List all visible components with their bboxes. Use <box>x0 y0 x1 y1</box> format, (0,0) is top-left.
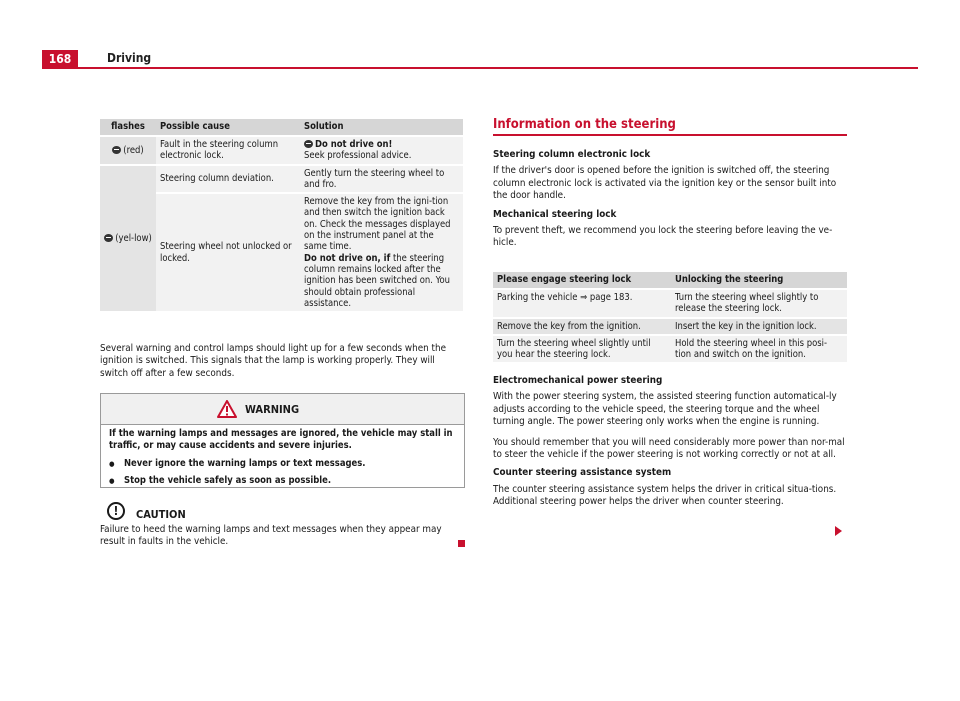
section-title: Driving <box>107 51 152 65</box>
continue-arrow-icon <box>835 526 842 536</box>
table-cell: Parking the vehicle ⇒ page 183. <box>493 290 671 317</box>
steering-lamp-icon <box>304 140 313 148</box>
header-rule <box>42 67 918 69</box>
subheading: Electromechanical power steering <box>493 375 663 386</box>
col-header-flashes: flashes <box>100 119 156 135</box>
lamp-table <box>100 117 463 313</box>
cause-cell: Steering wheel not unlocked or locked. <box>156 194 300 311</box>
solution-cell: Gently turn the steering wheel to and fro. <box>300 166 463 193</box>
solution-text: Remove the key from the igni-tion and then switch the ignition back on. Check the messages displayed on the instrument panel at the same time. <box>304 196 451 253</box>
caution-text: Failure to heed the warning lamps and text messages when they appear may result in faults in the vehicle. <box>100 524 442 548</box>
paragraph: If the driver's door is opened before the ignition is switched off, the steering column electronic lock is activated via the ignition key or the sensor built into the door handle. <box>493 165 837 202</box>
cause-cell: Fault in the steering column electronic lock. <box>156 137 300 164</box>
solution-text: Seek professional advice. <box>304 150 412 162</box>
warning-triangle-icon <box>217 400 237 418</box>
steering-lock-table <box>493 270 847 364</box>
col-header-engage: Please engage steering lock <box>493 272 671 288</box>
warning-body <box>109 428 454 493</box>
table-cell: Hold the steering wheel in this posi-tion and switch on the ignition. <box>671 336 847 363</box>
lamp-color-label: (red) <box>123 144 144 156</box>
page-number: 168 <box>42 50 78 68</box>
table-row <box>100 137 463 164</box>
steering-lamp-icon <box>112 146 121 154</box>
section-end-marker <box>458 540 465 547</box>
solution-cell <box>300 137 463 164</box>
solution-text: the steering column remains locked after the ignition has been switched on. You should obtain professional assistance. <box>304 252 450 309</box>
steering-lock-section <box>493 149 849 250</box>
section-heading: Information on the steering <box>493 117 676 132</box>
col-header-cause: Possible cause <box>156 119 300 135</box>
subheading: Mechanical steering lock <box>493 208 617 220</box>
lamp-cell-red <box>100 137 156 164</box>
col-header-unlock: Unlocking the steering <box>671 272 847 288</box>
table-cell: Turn the steering wheel slightly to release the steering lock. <box>671 290 847 317</box>
lamp-cell-yellow <box>100 166 156 312</box>
solution-emphasis: Do not drive on! <box>315 139 393 150</box>
steering-lamp-icon <box>104 234 113 242</box>
heading-rule <box>493 134 847 136</box>
paragraph: To prevent theft, we recommend you lock the steering before leaving the ve-hicle. <box>493 225 833 249</box>
list-item: ● Never ignore the warning lamps or text messages. <box>109 458 454 470</box>
table-cell: Turn the steering wheel slightly until you hear the steering lock. <box>493 336 671 363</box>
lamps-note: Several warning and control lamps should light up for a few seconds when the ignition is switched. This signals that the lamp is working properly. They will switch off after a few seconds. <box>100 343 447 379</box>
caution-title: CAUTION <box>136 508 186 521</box>
cause-cell: Steering column deviation. <box>156 166 300 193</box>
solution-cell <box>300 194 463 311</box>
table-cell: Insert the key in the ignition lock. <box>671 319 847 334</box>
warning-text: If the warning lamps and messages are ignored, the vehicle may stall in traffic, or may cause accidents and severe injuries. <box>109 428 453 452</box>
table-row <box>493 336 847 363</box>
subheading: Counter steering assistance system <box>493 467 672 479</box>
warning-title: WARNING <box>245 403 300 416</box>
lamp-color-label: (yel-low) <box>115 232 152 244</box>
table-cell: Remove the key from the ignition. <box>493 319 671 334</box>
table-row <box>493 319 847 334</box>
paragraph: With the power steering system, the assisted steering function automatical-ly adjusts according to the vehicle speed, the steering torque and the wheel turning angle. The power steering only works when the engine is running. <box>493 391 837 428</box>
paragraph: The counter steering assistance system helps the driver in critical situa-tions. Additional steering power helps the driver when counter steering. <box>493 483 837 508</box>
caution-exclamation-icon: ! <box>107 502 125 520</box>
table-row <box>100 166 463 193</box>
table-row <box>493 290 847 317</box>
warning-box <box>100 393 465 488</box>
subheading: Steering column electronic lock <box>493 149 651 160</box>
power-steering-section <box>493 375 849 509</box>
paragraph: You should remember that you will need considerably more power than nor-mal to steer the vehicle if the power steering is not working correctly or not at all. <box>493 436 845 461</box>
list-item: ● Stop the vehicle safely as soon as possible. <box>109 475 454 487</box>
solution-emphasis: Do not drive on, if <box>304 252 391 264</box>
col-header-solution: Solution <box>300 119 463 135</box>
